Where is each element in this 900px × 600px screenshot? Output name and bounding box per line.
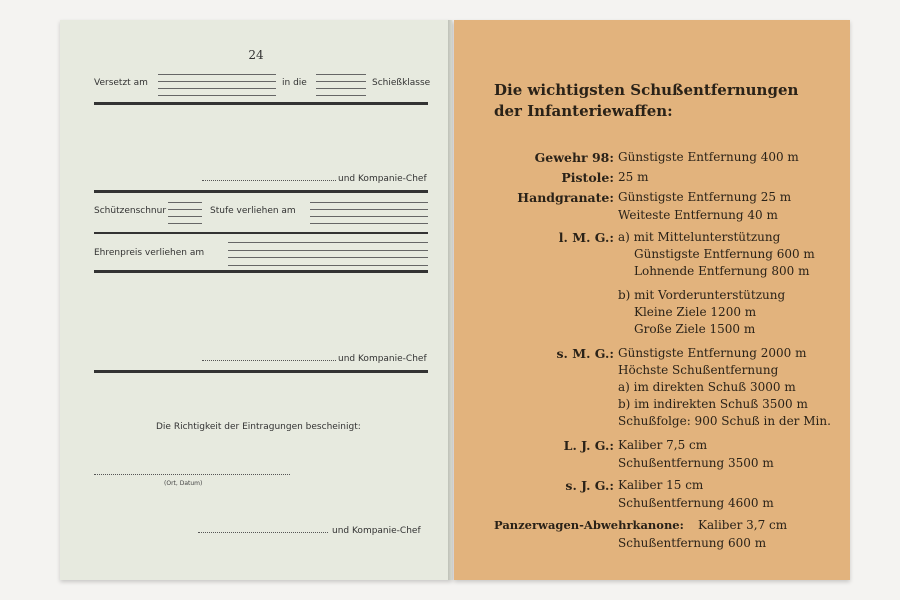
- divider: [94, 370, 428, 373]
- ehrenpreis-label: Ehrenpreis verliehen am: [94, 248, 205, 258]
- range-text: a) im direkten Schuß 3000 m: [618, 380, 796, 394]
- versetzt-label: Versetzt am: [94, 78, 148, 88]
- weapon-smg: s. M. G.:: [556, 346, 614, 361]
- entry-lines: [310, 202, 428, 224]
- weapon-pak: Panzerwagen-Abwehrkanone:: [494, 518, 684, 532]
- place-date-caption: (Ort, Datum): [164, 480, 203, 487]
- title-line: der Infanteriewaffen:: [494, 102, 673, 120]
- range-text: Schußentfernung 3500 m: [618, 456, 774, 470]
- range-text: Schußentfernung 600 m: [618, 536, 767, 550]
- range-text: b) mit Vorderunterstützung: [618, 288, 786, 302]
- range-text: Kaliber 15 cm: [618, 478, 704, 492]
- title-line: Die wichtigsten Schußentfernungen: [494, 81, 799, 99]
- weapon-handgranate: Handgranate:: [517, 190, 614, 205]
- kompanie-chef-label: und Kompanie-Chef: [338, 354, 427, 364]
- weapon-pistole: Pistole:: [561, 170, 614, 185]
- page-number: 24: [248, 48, 264, 62]
- right-page: [454, 20, 850, 580]
- entry-lines: [316, 74, 366, 96]
- divider: [94, 102, 428, 105]
- in-die-label: in die: [282, 78, 307, 88]
- entry-lines: [158, 74, 276, 96]
- kompanie-chef-label: und Kompanie-Chef: [338, 174, 427, 184]
- weapon-lmg: l. M. G.:: [558, 230, 614, 245]
- range-text: Weiteste Entfernung 40 m: [618, 208, 778, 222]
- weapon-sig: s. J. G.:: [565, 478, 614, 493]
- range-text: Günstigste Entfernung 600 m: [634, 247, 815, 261]
- divider: [94, 190, 428, 193]
- signature-line: [202, 360, 336, 361]
- divider: [94, 270, 428, 273]
- entry-lines: [168, 202, 202, 224]
- range-text: Große Ziele 1500 m: [634, 322, 756, 336]
- kompanie-chef-label: und Kompanie-Chef: [332, 526, 421, 536]
- certification-text: Die Richtigkeit der Eintragungen bescheinigt:: [156, 422, 361, 432]
- divider: [94, 232, 428, 234]
- left-page: [60, 20, 452, 580]
- place-date-line: [94, 474, 290, 475]
- range-text: Günstigste Entfernung 25 m: [618, 190, 792, 204]
- range-text: Schußentfernung 4600 m: [618, 496, 774, 510]
- weapon-lig: L. J. G.:: [563, 438, 614, 453]
- range-text: Höchste Schußentfernung: [618, 363, 779, 377]
- schuetzenschnur-label: Schützenschnur: [94, 206, 167, 216]
- range-text: Kaliber 7,5 cm: [618, 438, 708, 452]
- range-text: Günstigste Entfernung 400 m: [618, 150, 799, 164]
- range-text: Kaliber 3,7 cm: [698, 518, 788, 532]
- open-booklet: [52, 14, 852, 588]
- signature-line: [202, 180, 336, 181]
- schiessklasse-label: Schießklasse: [372, 78, 431, 88]
- signature-line: [198, 532, 328, 533]
- range-text: Kleine Ziele 1200 m: [634, 305, 757, 319]
- range-text: b) im indirekten Schuß 3500 m: [618, 397, 808, 411]
- range-text: Günstigste Entfernung 2000 m: [618, 346, 807, 360]
- stufe-label: Stufe verliehen am: [210, 206, 296, 216]
- page-title: [494, 80, 798, 122]
- range-text: Lohnende Entfernung 800 m: [634, 264, 810, 278]
- entry-lines: [228, 242, 428, 266]
- weapon-gewehr: Gewehr 98:: [534, 150, 614, 165]
- range-text: a) mit Mittelunterstützung: [618, 230, 781, 244]
- range-text: Schußfolge: 900 Schuß in der Min.: [618, 414, 831, 428]
- range-text: 25 m: [618, 170, 649, 184]
